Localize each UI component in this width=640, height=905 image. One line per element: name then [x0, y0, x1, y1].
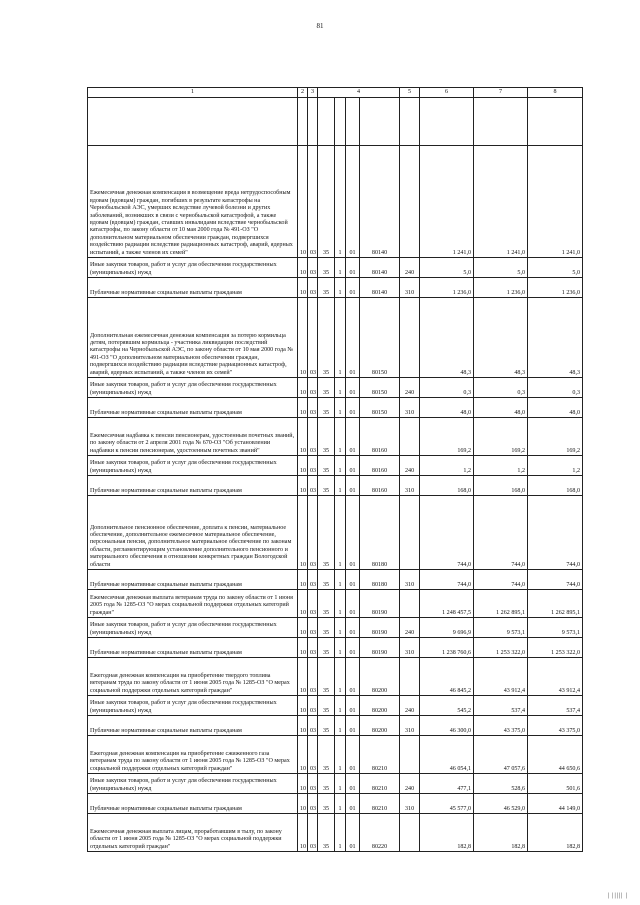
- code-cell: 03: [308, 476, 318, 496]
- value-cell: 48,0: [528, 398, 583, 418]
- value-cell: 744,0: [528, 570, 583, 590]
- code-cell: [400, 298, 420, 378]
- value-cell: 46 845,2: [420, 658, 474, 696]
- value-cell: 5,0: [420, 258, 474, 278]
- code-cell: [360, 98, 400, 146]
- code-cell: [400, 658, 420, 696]
- value-cell: 169,2: [420, 418, 474, 456]
- code-cell: 35: [318, 298, 335, 378]
- value-cell: 537,4: [474, 696, 528, 716]
- code-cell: 310: [400, 794, 420, 814]
- value-cell: 1 241,0: [420, 146, 474, 258]
- row-name-cell: Публичные нормативные социальные выплаты гражданам: [88, 716, 298, 736]
- code-cell: 03: [308, 398, 318, 418]
- code-cell: 10: [298, 716, 308, 736]
- value-cell: 1 238 760,6: [420, 638, 474, 658]
- row-name-cell: Ежемесячная надбавка к пенсии пенсионерам, удостоенным почетных званий, по закону области от 2 апреля 2001 года № 670-ОЗ "Об установлении надбавки к пенсии пенсионерам, удостоенным почетных званий": [88, 418, 298, 456]
- code-cell: 80140: [360, 258, 400, 278]
- code-cell: 310: [400, 278, 420, 298]
- code-cell: 310: [400, 638, 420, 658]
- table-row: [88, 98, 583, 146]
- table-row: [88, 736, 583, 774]
- code-cell: 35: [318, 696, 335, 716]
- value-cell: 44 149,0: [528, 794, 583, 814]
- code-cell: 35: [318, 774, 335, 794]
- table-row: [88, 476, 583, 496]
- code-cell: 80220: [360, 814, 400, 852]
- code-cell: 10: [298, 398, 308, 418]
- value-cell: 744,0: [420, 496, 474, 570]
- code-cell: 10: [298, 378, 308, 398]
- code-cell: 03: [308, 570, 318, 590]
- value-cell: 5,0: [474, 258, 528, 278]
- code-cell: 10: [298, 496, 308, 570]
- code-cell: 1: [335, 298, 346, 378]
- value-cell: 48,0: [420, 398, 474, 418]
- code-cell: 80200: [360, 716, 400, 736]
- value-cell: 477,1: [420, 774, 474, 794]
- row-name-cell: Ежегодная денежная компенсация на приобретение твердого топлива ветеранам труда по закону области от 1 июня 2005 года № 1285-ОЗ "О мерах социальной поддержки отдельных категорий граждан": [88, 658, 298, 696]
- code-cell: 1: [335, 398, 346, 418]
- value-cell: 0,3: [420, 378, 474, 398]
- code-cell: 03: [308, 278, 318, 298]
- code-cell: 35: [318, 398, 335, 418]
- value-cell: 169,2: [474, 418, 528, 456]
- value-cell: 9 696,9: [420, 618, 474, 638]
- code-cell: 01: [346, 496, 360, 570]
- code-cell: 310: [400, 570, 420, 590]
- code-cell: 01: [346, 638, 360, 658]
- code-cell: 03: [308, 696, 318, 716]
- code-cell: 1: [335, 496, 346, 570]
- code-cell: 1: [335, 716, 346, 736]
- value-cell: 1 236,0: [420, 278, 474, 298]
- code-cell: 03: [308, 418, 318, 456]
- row-name-cell: Дополнительная ежемесячная денежная компенсация за потерю кормильца детям, потерявшим кормильца - участника ликвидации последствий катастрофы на Чернобыльской АЭС, по закону области от 10 мая 2000 года № 491-ОЗ "О дополнительном материальном обеспечении граждан, подвергшихся воздействию радиации вследствие радиационных катастроф, аварий, ядерных испытаний, а также членов их семей": [88, 298, 298, 378]
- code-cell: 1: [335, 638, 346, 658]
- value-cell: 48,3: [420, 298, 474, 378]
- code-cell: 35: [318, 814, 335, 852]
- code-cell: 01: [346, 258, 360, 278]
- row-name-cell: Иные закупки товаров, работ и услуг для обеспечения государственных (муниципальных) нужд: [88, 456, 298, 476]
- table-row: [88, 418, 583, 456]
- code-cell: [400, 98, 420, 146]
- code-cell: 1: [335, 146, 346, 258]
- code-cell: 80160: [360, 456, 400, 476]
- code-cell: 03: [308, 736, 318, 774]
- code-cell: 80190: [360, 618, 400, 638]
- code-cell: [308, 98, 318, 146]
- code-cell: 01: [346, 590, 360, 618]
- code-cell: 10: [298, 570, 308, 590]
- code-cell: 01: [346, 618, 360, 638]
- value-cell: 1,2: [528, 456, 583, 476]
- code-cell: 10: [298, 146, 308, 258]
- code-cell: 35: [318, 146, 335, 258]
- code-cell: 80150: [360, 298, 400, 378]
- row-name-cell: Иные закупки товаров, работ и услуг для обеспечения государственных (муниципальных) нужд: [88, 618, 298, 638]
- code-cell: 240: [400, 258, 420, 278]
- page-number: 81: [316, 22, 324, 30]
- code-cell: 240: [400, 378, 420, 398]
- value-cell: 1 241,0: [528, 146, 583, 258]
- code-cell: 10: [298, 476, 308, 496]
- value-cell: 1 253 322,0: [474, 638, 528, 658]
- header-row: [88, 88, 583, 98]
- value-cell: 744,0: [420, 570, 474, 590]
- code-cell: 1: [335, 736, 346, 774]
- value-cell: 168,0: [420, 476, 474, 496]
- code-cell: 35: [318, 794, 335, 814]
- value-cell: 537,4: [528, 696, 583, 716]
- code-cell: 35: [318, 736, 335, 774]
- code-cell: 10: [298, 418, 308, 456]
- code-cell: 10: [298, 456, 308, 476]
- value-cell: 0,3: [474, 378, 528, 398]
- code-cell: 03: [308, 716, 318, 736]
- code-cell: 01: [346, 418, 360, 456]
- value-cell: 744,0: [474, 570, 528, 590]
- value-cell: 46 529,0: [474, 794, 528, 814]
- table-row: [88, 716, 583, 736]
- value-cell: 43 912,4: [474, 658, 528, 696]
- row-name-cell: Ежемесячная денежная компенсация в возмещение вреда нетрудоспособным вдовам (вдовцам) граждан, погибших в результате катастрофы на Чернобыльской АЭС, умерших вследствие лучевой болезни и других заболеваний, возникших в связи с чернобыльской катастрофой, а также вдовам (вдовцам) граждан, ставших инвалидами вследствие чернобыльской катастрофы, по закону области от 10 мая 2000 года № 491-ОЗ "О дополнительном материальном обеспечении граждан, подвергшихся воздействию радиации вследствие радиационных катастроф, аварий, ядерных испытаний, а также членов их семей": [88, 146, 298, 258]
- code-cell: 310: [400, 476, 420, 496]
- value-cell: 182,8: [528, 814, 583, 852]
- value-cell: 1,2: [420, 456, 474, 476]
- code-cell: 1: [335, 794, 346, 814]
- code-cell: 35: [318, 590, 335, 618]
- code-cell: 10: [298, 736, 308, 774]
- code-cell: 35: [318, 618, 335, 638]
- row-name-cell: Иные закупки товаров, работ и услуг для обеспечения государственных (муниципальных) нужд: [88, 378, 298, 398]
- code-cell: 1: [335, 378, 346, 398]
- code-cell: 01: [346, 774, 360, 794]
- code-cell: 1: [335, 696, 346, 716]
- code-cell: 01: [346, 378, 360, 398]
- code-cell: 80190: [360, 638, 400, 658]
- value-cell: 43 375,0: [474, 716, 528, 736]
- row-name-cell: Публичные нормативные социальные выплаты гражданам: [88, 278, 298, 298]
- value-cell: [474, 98, 528, 146]
- row-name-cell: Иные закупки товаров, работ и услуг для обеспечения государственных (муниципальных) нужд: [88, 774, 298, 794]
- code-cell: 01: [346, 716, 360, 736]
- table-row: [88, 794, 583, 814]
- value-cell: 9 573,1: [474, 618, 528, 638]
- code-cell: 03: [308, 146, 318, 258]
- footer-mark: | ||||| |: [607, 893, 628, 899]
- code-cell: 01: [346, 278, 360, 298]
- code-cell: 1: [335, 774, 346, 794]
- code-cell: 80140: [360, 146, 400, 258]
- row-name-cell: Дополнительное пенсионное обеспечение, доплата к пенсии, материальное обеспечение, дополнительное ежемесячное материальное обеспечение, персональная пенсия, дополнительное материальное обеспечение по законам области, регламентирующим установление дополнительного пенсионного и материального обеспечения в отношении конкретных граждан Вологодской области: [88, 496, 298, 570]
- code-cell: 310: [400, 716, 420, 736]
- code-cell: 03: [308, 618, 318, 638]
- value-cell: 0,3: [528, 378, 583, 398]
- code-cell: 10: [298, 590, 308, 618]
- code-cell: 35: [318, 476, 335, 496]
- code-cell: [400, 590, 420, 618]
- code-cell: 80180: [360, 496, 400, 570]
- value-cell: 168,0: [528, 476, 583, 496]
- code-cell: 10: [298, 258, 308, 278]
- value-cell: 48,3: [528, 298, 583, 378]
- row-name-cell: Ежегодная денежная компенсация на приобретение сжиженного газа ветеранам труда по закону области от 1 июня 2005 года № 1285-ОЗ "О мерах социальной поддержки отдельных категорий граждан": [88, 736, 298, 774]
- code-cell: 35: [318, 258, 335, 278]
- code-cell: 1: [335, 476, 346, 496]
- code-cell: 10: [298, 696, 308, 716]
- value-cell: 48,3: [474, 298, 528, 378]
- table-row: [88, 298, 583, 378]
- code-cell: [400, 814, 420, 852]
- code-cell: 310: [400, 398, 420, 418]
- code-cell: 01: [346, 658, 360, 696]
- value-cell: [528, 98, 583, 146]
- header-cell: 1: [88, 88, 298, 98]
- code-cell: 80200: [360, 658, 400, 696]
- code-cell: 1: [335, 418, 346, 456]
- code-cell: 03: [308, 258, 318, 278]
- value-cell: 1 262 895,1: [474, 590, 528, 618]
- code-cell: 1: [335, 618, 346, 638]
- code-cell: 240: [400, 456, 420, 476]
- header-cell: 7: [474, 88, 528, 98]
- code-cell: 35: [318, 278, 335, 298]
- code-cell: 80150: [360, 378, 400, 398]
- table-body: [88, 98, 583, 852]
- code-cell: 03: [308, 774, 318, 794]
- code-cell: 03: [308, 378, 318, 398]
- code-cell: 03: [308, 298, 318, 378]
- code-cell: [400, 496, 420, 570]
- table-row: [88, 696, 583, 716]
- code-cell: 01: [346, 696, 360, 716]
- row-name-cell: Публичные нормативные социальные выплаты гражданам: [88, 794, 298, 814]
- value-cell: 5,0: [528, 258, 583, 278]
- code-cell: [400, 736, 420, 774]
- code-cell: 80210: [360, 736, 400, 774]
- code-cell: 10: [298, 658, 308, 696]
- value-cell: 9 573,1: [528, 618, 583, 638]
- table-row: [88, 658, 583, 696]
- code-cell: 35: [318, 456, 335, 476]
- code-cell: 1: [335, 278, 346, 298]
- header-cell: 4: [318, 88, 400, 98]
- code-cell: 80180: [360, 570, 400, 590]
- value-cell: 47 057,6: [474, 736, 528, 774]
- value-cell: 1 236,0: [528, 278, 583, 298]
- value-cell: 1 253 322,0: [528, 638, 583, 658]
- table-row: [88, 146, 583, 258]
- value-cell: 182,8: [474, 814, 528, 852]
- value-cell: 1 241,0: [474, 146, 528, 258]
- header-cell: 2: [298, 88, 308, 98]
- value-cell: 1 236,0: [474, 278, 528, 298]
- code-cell: 80140: [360, 278, 400, 298]
- value-cell: 44 650,6: [528, 736, 583, 774]
- code-cell: [298, 98, 308, 146]
- row-name-cell: Публичные нормативные социальные выплаты гражданам: [88, 570, 298, 590]
- value-cell: 45 577,0: [420, 794, 474, 814]
- table-row: [88, 398, 583, 418]
- table-row: [88, 774, 583, 794]
- row-name-cell: Публичные нормативные социальные выплаты гражданам: [88, 398, 298, 418]
- code-cell: 1: [335, 456, 346, 476]
- code-cell: 240: [400, 618, 420, 638]
- code-cell: 03: [308, 658, 318, 696]
- code-cell: [400, 146, 420, 258]
- code-cell: 1: [335, 814, 346, 852]
- code-cell: 03: [308, 638, 318, 658]
- code-cell: 03: [308, 456, 318, 476]
- value-cell: [420, 98, 474, 146]
- header-cell: 5: [400, 88, 420, 98]
- header-cell: 6: [420, 88, 474, 98]
- table-row: [88, 278, 583, 298]
- code-cell: 10: [298, 794, 308, 814]
- value-cell: 46 300,0: [420, 716, 474, 736]
- code-cell: 80210: [360, 794, 400, 814]
- code-cell: 01: [346, 456, 360, 476]
- code-cell: 80160: [360, 476, 400, 496]
- code-cell: 35: [318, 570, 335, 590]
- code-cell: 80210: [360, 774, 400, 794]
- header-cell: 8: [528, 88, 583, 98]
- value-cell: 1 248 457,5: [420, 590, 474, 618]
- code-cell: 01: [346, 146, 360, 258]
- code-cell: 10: [298, 814, 308, 852]
- code-cell: 03: [308, 496, 318, 570]
- code-cell: 80190: [360, 590, 400, 618]
- code-cell: 35: [318, 716, 335, 736]
- value-cell: 1,2: [474, 456, 528, 476]
- code-cell: 10: [298, 298, 308, 378]
- table-row: [88, 814, 583, 852]
- row-name-cell: Ежемесячная денежная выплата ветеранам труда по закону области от 1 июня 2005 года № 1285-ОЗ "О мерах социальной поддержки отдельных категорий граждан": [88, 590, 298, 618]
- value-cell: 744,0: [528, 496, 583, 570]
- budget-table: [87, 87, 583, 852]
- code-cell: 03: [308, 794, 318, 814]
- table-row: [88, 378, 583, 398]
- header-cell: 3: [308, 88, 318, 98]
- code-cell: 240: [400, 696, 420, 716]
- code-cell: [335, 98, 346, 146]
- code-cell: 1: [335, 590, 346, 618]
- value-cell: 169,2: [528, 418, 583, 456]
- code-cell: 03: [308, 814, 318, 852]
- code-cell: 01: [346, 736, 360, 774]
- value-cell: 43 912,4: [528, 658, 583, 696]
- value-cell: 501,6: [528, 774, 583, 794]
- row-name-cell: Иные закупки товаров, работ и услуг для обеспечения государственных (муниципальных) нужд: [88, 258, 298, 278]
- code-cell: 01: [346, 298, 360, 378]
- table-row: [88, 618, 583, 638]
- code-cell: 01: [346, 570, 360, 590]
- row-name-cell: [88, 98, 298, 146]
- code-cell: 01: [346, 814, 360, 852]
- code-cell: 1: [335, 258, 346, 278]
- row-name-cell: Ежемесячная денежная выплата лицам, проработавшим в тылу, по закону области от 1 июня 2005 года № 1285-ОЗ "О мерах социальной поддержки отдельных категорий граждан": [88, 814, 298, 852]
- code-cell: 10: [298, 618, 308, 638]
- table-row: [88, 456, 583, 476]
- code-cell: 80160: [360, 418, 400, 456]
- code-cell: 35: [318, 378, 335, 398]
- code-cell: 01: [346, 476, 360, 496]
- row-name-cell: Публичные нормативные социальные выплаты гражданам: [88, 638, 298, 658]
- row-name-cell: Публичные нормативные социальные выплаты гражданам: [88, 476, 298, 496]
- table-row: [88, 638, 583, 658]
- code-cell: 10: [298, 774, 308, 794]
- table-row: [88, 590, 583, 618]
- value-cell: 744,0: [474, 496, 528, 570]
- value-cell: 1 262 895,1: [528, 590, 583, 618]
- code-cell: [346, 98, 360, 146]
- value-cell: 48,0: [474, 398, 528, 418]
- code-cell: [318, 98, 335, 146]
- code-cell: 35: [318, 638, 335, 658]
- value-cell: 545,2: [420, 696, 474, 716]
- code-cell: 35: [318, 418, 335, 456]
- code-cell: 80200: [360, 696, 400, 716]
- code-cell: 03: [308, 590, 318, 618]
- code-cell: 35: [318, 496, 335, 570]
- code-cell: 01: [346, 794, 360, 814]
- code-cell: 10: [298, 278, 308, 298]
- table-row: [88, 496, 583, 570]
- code-cell: 10: [298, 638, 308, 658]
- code-cell: 01: [346, 398, 360, 418]
- table-row: [88, 258, 583, 278]
- code-cell: 240: [400, 774, 420, 794]
- code-cell: 35: [318, 658, 335, 696]
- row-name-cell: Иные закупки товаров, работ и услуг для обеспечения государственных (муниципальных) нужд: [88, 696, 298, 716]
- table-row: [88, 570, 583, 590]
- code-cell: 80150: [360, 398, 400, 418]
- code-cell: 1: [335, 570, 346, 590]
- code-cell: 1: [335, 658, 346, 696]
- value-cell: 528,6: [474, 774, 528, 794]
- value-cell: 46 054,1: [420, 736, 474, 774]
- value-cell: 168,0: [474, 476, 528, 496]
- code-cell: [400, 418, 420, 456]
- value-cell: 182,8: [420, 814, 474, 852]
- value-cell: 43 375,0: [528, 716, 583, 736]
